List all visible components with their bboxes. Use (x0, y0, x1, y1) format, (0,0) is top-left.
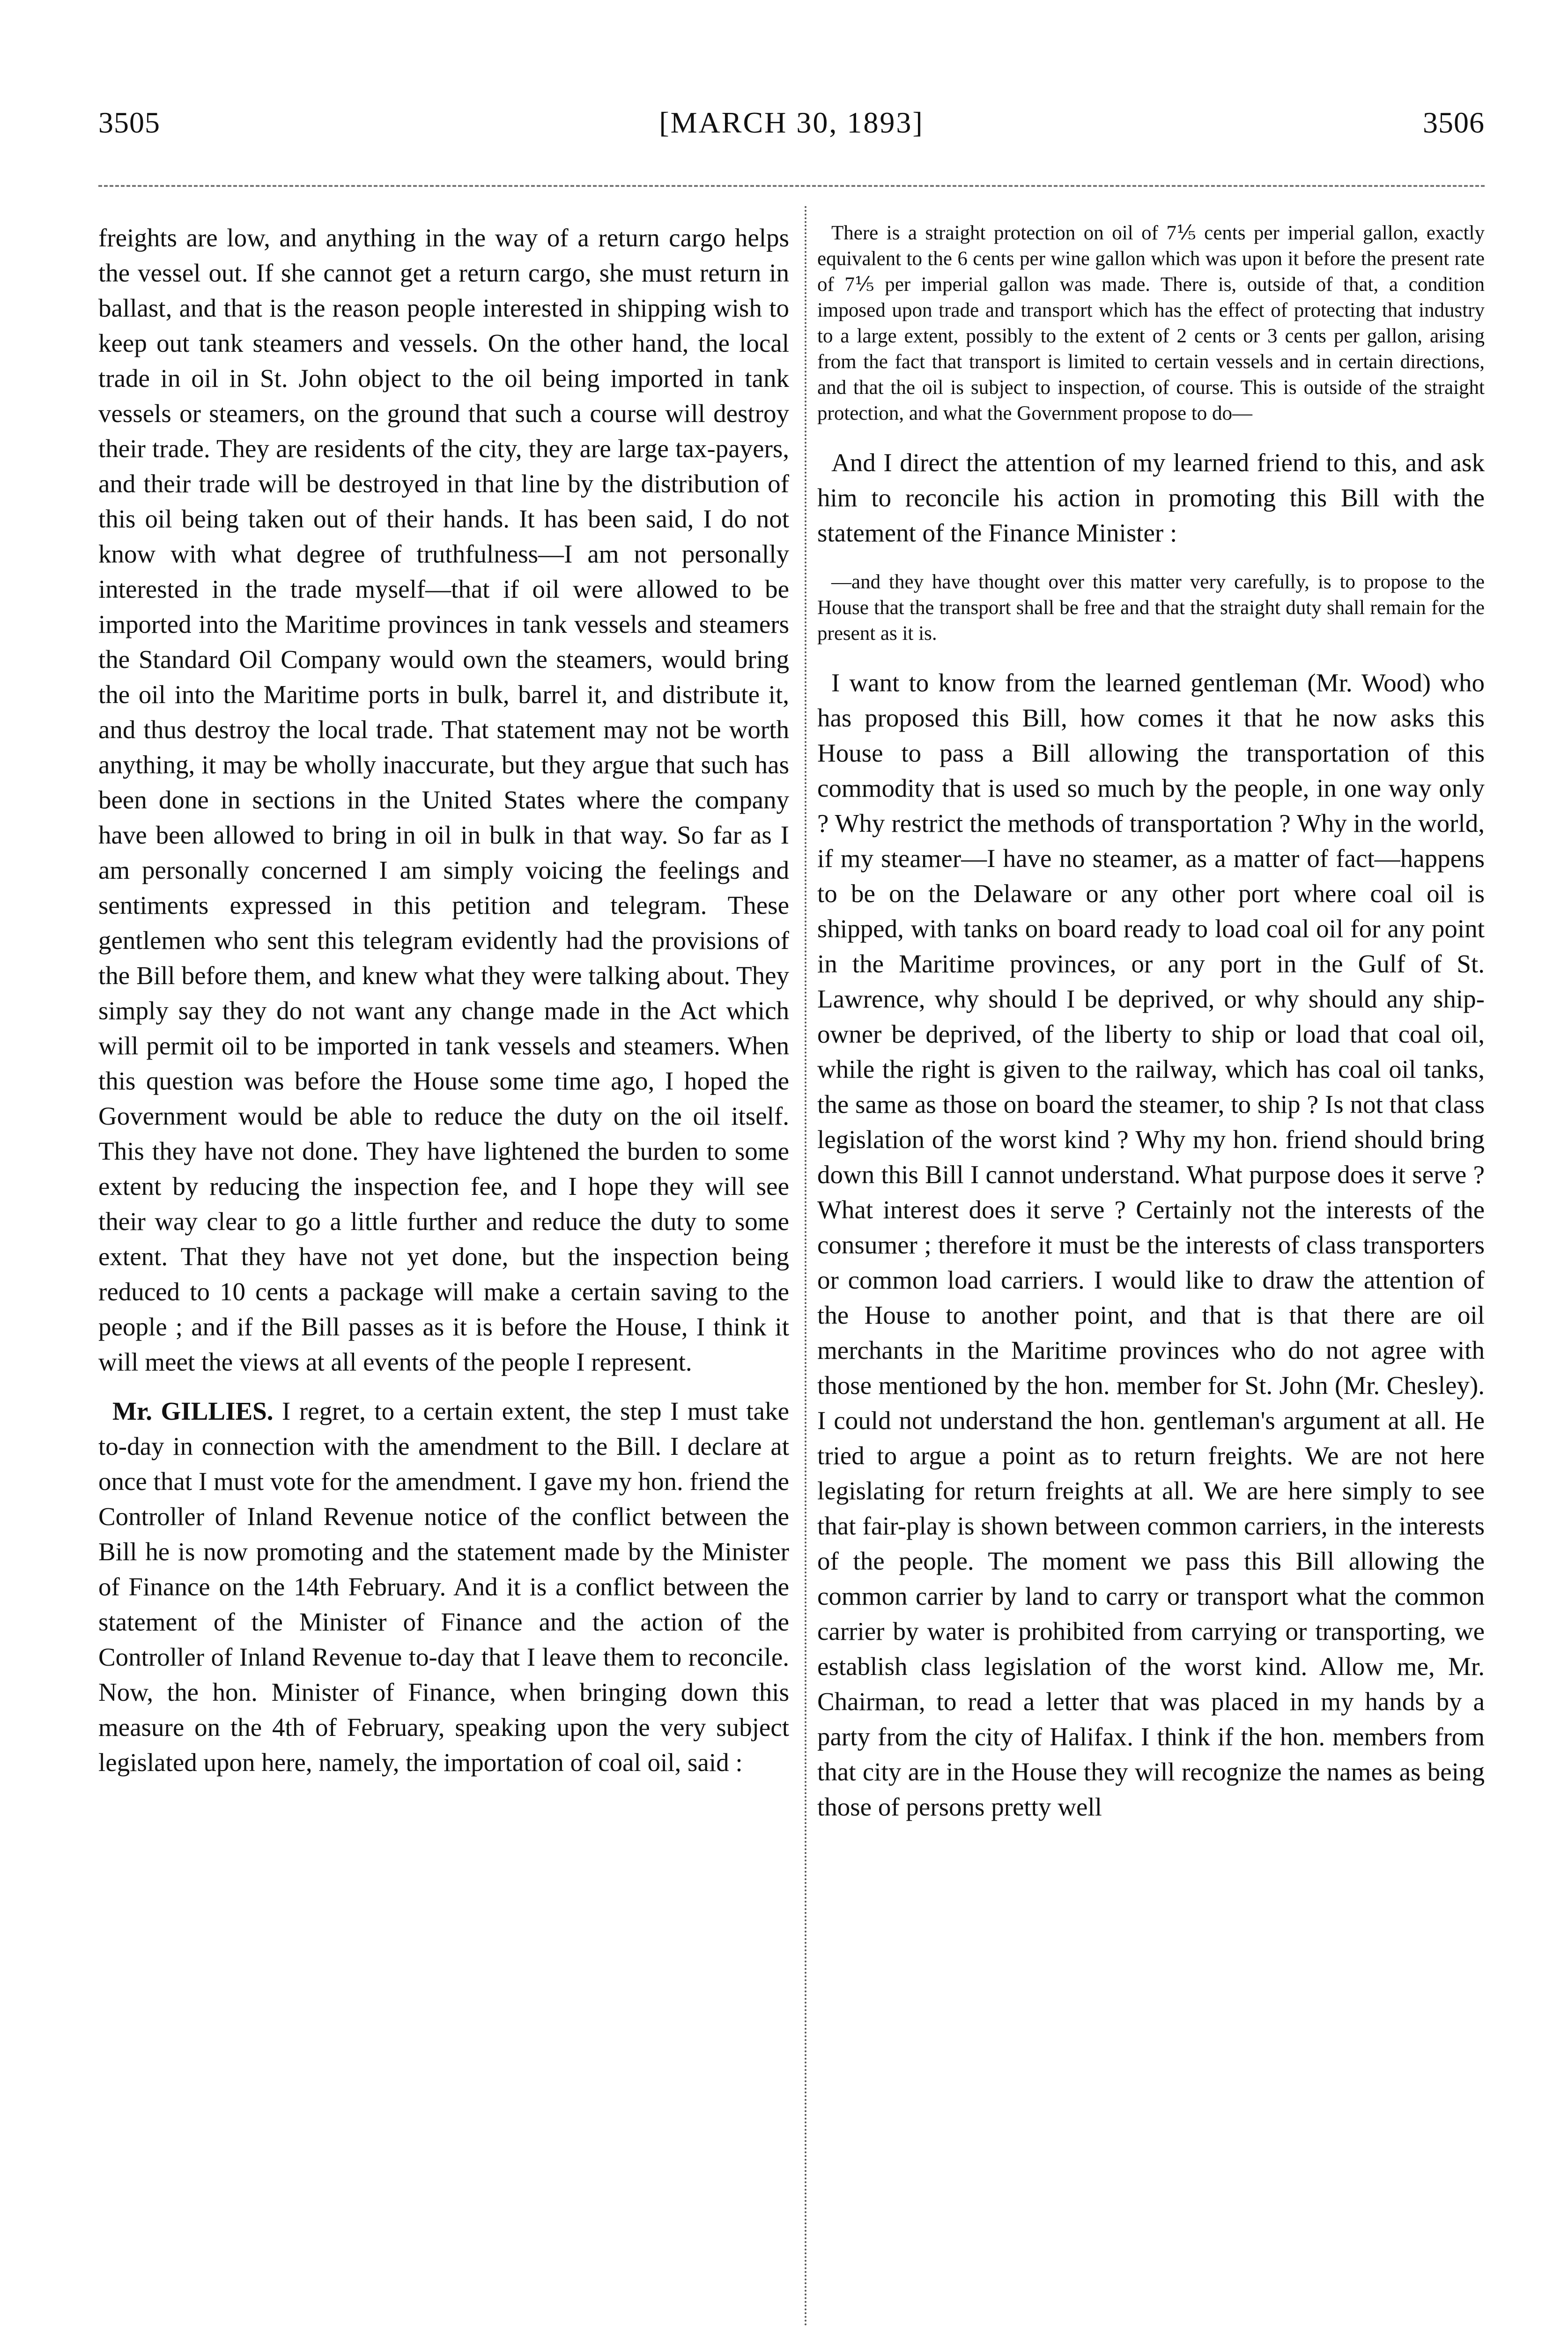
quotation-1: There is a straight protection on oil of 7⅕ cents per imperial gallon, exactly equivalent to the 6 cents per wine gallon which was upon it before the present rate of 7⅕ per imperial gallon was made. There is, outside of that, a condition imposed upon trade and transport which has the effect of protecting that industry to a large extent, possibly to the extent of 2 cents or 3 cents per gallon, arising from the fact that transport is limited to certain vessels and in certain directions, and that the oil is subject to inspection, of course. This is outside of the straight protection, and what the Government propose to do— (817, 222, 1485, 424)
column-divider (805, 206, 806, 2328)
left-column (98, 220, 789, 1780)
right-paragraph-2: And I direct the attention of my learned friend to this, and ask him to reconcile his action in promoting this Bill with the statement of the Finance Minister : (817, 448, 1485, 547)
header-rule (98, 185, 1485, 187)
right-paragraph-3: I want to know from the learned gentleman (Mr. Wood) who has proposed this Bill, how comes it that he now asks this House to pass a Bill allowing the transportation of this commodity that is used so much by the people, in one way only ? Why restrict the methods of transportation ? Why in the world, if my steamer—I have no steamer, as a matter of fact—happens to be on the Delaware or any other port where coal oil is shipped, with tanks on board ready to load coal oil for any point in the Maritime provinces, or any port in the Gulf of St. Lawrence, why should I be deprived, or why should any ship-owner be deprived, of the liberty to ship or load that coal oil, while the right is given to the railway, which has coal oil tanks, the same as those on board the steamer, to ship ? Is not that class legislation of the worst kind ? Why my hon. friend should bring down this Bill I cannot understand. What purpose does it serve ? What interest does it serve ? Certainly not the interests of the consumer ; therefore it must be the interests of class transporters or common load carriers. I would like to draw the attention of the House to another point, and that is that there are oil merchants in the Maritime provinces who do not agree with those mentioned by the hon. member for St. John (Mr. Chesley). I could not understand the hon. gentleman's argument at all. He tried to argue a point as to return freights. We are not here legislating for return freights at all. We are here simply to see that fair-play is shown between common carriers, in the interests of the people. The moment we pass this Bill allowing the common carrier by land to carry or transport what the common carrier by water is prohibited from carrying or transporting, we establish class legislation of the worst kind. Allow me, Mr. Chairman, to read a letter that was placed in my hands by a party from the city of Halifax. I think if the hon. members from that city are in the House they will recognize the names as being those of persons pretty well (817, 668, 1485, 1821)
page-number-left: 3505 (98, 106, 160, 139)
left-paragraph-2-text: I regret, to a certain extent, the step I must take to-day in connection with the amendment to the Bill. I declare at once that I must vote for the amendment. I gave my hon. friend the Controller of Inland Revenue notice of the conflict between the Bill he is now promoting and the statement made by the Minister of Finance on the 14th February. And it is a conflict between the statement of the Minister of Finance and the action of the Controller of Inland Revenue to-day that I leave them to reconcile. Now, the hon. Minister of Finance, when bringing down this measure on the 4th of February, speaking upon the very subject legislated upon here, namely, the importation of coal oil, said : (98, 1397, 789, 1777)
left-paragraph-1: freights are low, and anything in the way of a return cargo helps the vessel out. If she cannot get a return cargo, she must return in ballast, and that is the reason people interested in shipping wish to keep out tank steamers and vessels. On the other hand, the local trade in oil in St. John object to the oil being imported in tank vessels or steamers, on the ground that such a course will destroy their trade. They are residents of the city, they are large tax-payers, and their trade will be destroyed in that line by the distribution of this oil being taken out of their hands. It has been said, I do not know with what degree of truthfulness—I am not personally interested in the trade myself—that if oil were allowed to be imported into the Maritime provinces in tank vessels and steamers the Standard Oil Company would own the steamers, would bring the oil into the Maritime ports in bulk, barrel it, and distribute it, and thus destroy the local trade. That statement may not be worth anything, it may be wholly inaccurate, but they argue that such has been done in sections in the United States where the company have been allowed to bring in oil in bulk in that way. So far as I am personally concerned I am simply voicing the feelings and sentiments expressed in this petition and telegram. These gentlemen who sent this telegram evidently had the provisions of the Bill before them, and knew what they were talking about. They simply say they do not want any change made in the Act which will permit oil to be imported in tank vessels and steamers. When this question was before the House some time ago, I hoped the Government would be able to reduce the duty on the oil itself. This they have not done. They have lightened the burden to some extent by reducing the inspection fee, and I hope they will see their way clear to go a little further and reduce the duty to some extent. That they have not yet done, but the inspection being reduced to 10 cents a package will make a certain saving to the people ; and if the Bill passes as it is before the House, I think it will meet the views at all events of the people I represent. (98, 223, 789, 1376)
quotation-2: —and they have thought over this matter very carefully, is to propose to the House that the transport shall be free and that the straight duty shall remain for the present as it is. (817, 571, 1485, 645)
page-date: [MARCH 30, 1893] (659, 106, 924, 139)
page-header (98, 105, 1485, 157)
right-column (817, 220, 1485, 1824)
speaker-name: Mr. GILLIES. (112, 1397, 274, 1425)
left-paragraph-2 (98, 1393, 789, 1780)
page-number-right: 3506 (1423, 106, 1485, 139)
